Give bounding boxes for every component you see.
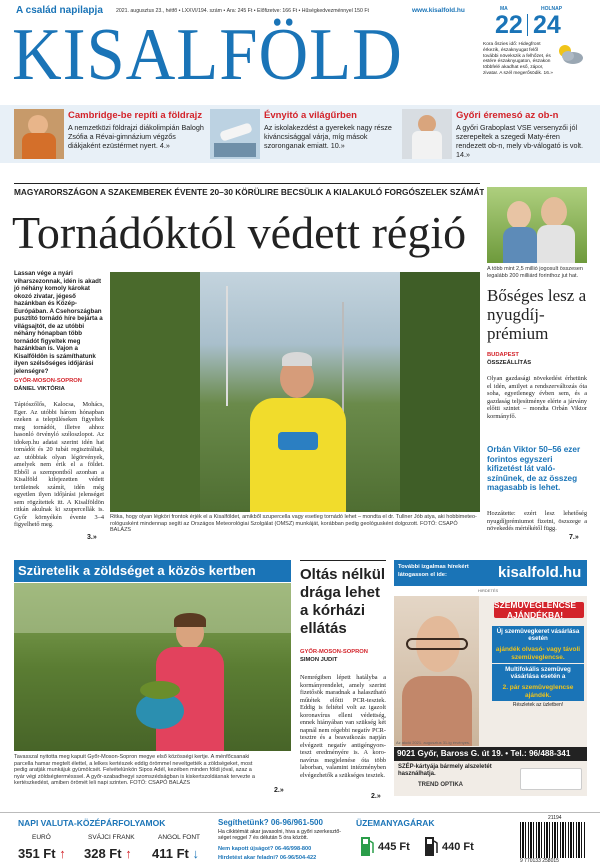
promo-site[interactable]: kisalfold.hu <box>498 564 582 581</box>
teaser-3-image <box>402 109 452 159</box>
fuel-price-2: 440 Ft <box>442 841 474 853</box>
day1-temp: 22 <box>495 11 523 39</box>
masthead: KISALFÖLD <box>12 14 403 96</box>
lead-body: Tápiószőlős, Kalocsa, Mohács, Eger. Az utóbbi három hónapban ezeken a településeken figyeltek meg tornádót, illetve ahhoz hasonló örvényló széloszlopot. Az idokep.hu adatai szerint idén hat tornádót és 20 tubát regisztráltak, az utóbbiak olyan légörvények, amelyek nem érik el a földet. Ebből a szempontból azonban a Kisalföld kifejezetten védett területnek számít, idén még egyetlen ilyen időjárási jelenséget sem rögzítettek itt. A Kisalföldön ritkán akulnak ki szupercellák is. Győr környékén évente 3–4 figyelhető meg. <box>14 401 104 528</box>
weather-text: Kora őszies idő: Hidegfront érkezik, északnyugat felől további növekszik a felhőzet, és estére északnyugaton, északon többfelé akadhat eső, zápor, zivatar. A szél megerősödik. 16.» <box>483 42 553 76</box>
teaser-2-title[interactable]: Évnyitó a világűrben <box>264 110 357 121</box>
sun-cloud-icon <box>555 42 585 66</box>
pension-headline: Bőséges lesz a nyugdíjprémium <box>487 286 587 343</box>
day2-temp: 24 <box>533 11 561 39</box>
fx-1-price: 351 Ft ↑ <box>18 846 66 861</box>
harvest-headline: Szüretelik a zöldséget a közös kertben <box>18 563 256 578</box>
teaser-3-title[interactable]: Győri éremesó az ob-n <box>456 110 559 121</box>
issue-line: 2021. augusztus 23., hétfő • LXXVI/194. szám • Ára: 245 Ft • Előfizetve: 166 Ft • Hűségkedvezménnyel 150 Ft <box>116 8 369 14</box>
harvest-caption: Tavasszal nyitotta meg kapuit Győr-Moson-Sopron megye első közösségi kertje. A ménfőcsanaki parcella hamar megtelt élettel, a lelkes kertészek eddig örömmel neveltgették a zöldségeket, most pedig aratják munkájuk gyümölcsét. Felvételünkön Sipos Adél, kezében minden földi jóval, azaz a nyár végi zöldségtermésssel. A győr-szabadhegyi szomszédságban is kiskertszoldásnak tervezte a kertészkedést, amiben örömét leli napi szinten. FOTÓ: CSAPÓ BALÁZS <box>14 754 255 787</box>
fuel-title: ÜZEMANYAGÁRAK <box>356 818 435 828</box>
lead-kicker: MAGYARORSZÁGON A SZAKEMBEREK ÉVENTE 20–30 KÖRÜLIRE BECSÜLIK A KIALAKULÓ FORGÓSZELEK SZÁMÁT <box>14 187 484 197</box>
lead-headline: Tornádóktól védett régió <box>12 207 467 258</box>
fx-2-price: 328 Ft ↑ <box>84 846 132 861</box>
help-l2: Nem kapott újságot? 06-46/998-800 <box>218 846 312 852</box>
help-l3: Hirdetést akar feladni? 06-96/504-422 <box>218 855 317 861</box>
fx-3-name: ANGOL FONT <box>158 834 201 841</box>
help-title: Segíthetünk? 06-96/961-500 <box>218 818 323 827</box>
lead-author: DÁNIEL VIKTÓRIA <box>14 386 65 392</box>
pension-photo-caption: A több mint 2,5 millió jogosult összesen legalább 200 milliárd forinthoz jut hat. <box>487 266 583 279</box>
day2-label: HOLNAP <box>541 6 563 12</box>
teaser-1-title[interactable]: Cambridge-be repíti a földrajz <box>68 110 203 121</box>
barcode-digits: 9 770133 258015 <box>520 858 559 864</box>
vaccine-location: GYŐR-MOSON-SOPRON <box>300 649 368 655</box>
teaser-3-text: A győri Graboplast VSE versenyzői jól szerepeltek a szegedi Maty-éren rendezett ob-n, mely vb-válogató is volt. 14.» <box>456 123 584 159</box>
barcode <box>520 822 586 858</box>
harvest-cont[interactable]: 2.» <box>274 787 284 794</box>
teaser-1-text: A nemzetközi földrajzi diákolimpián Balogh Zsófia a Révai-gimnázium végzős diákjaként ezüstérmet nyert. 4.» <box>68 123 204 150</box>
help-l1: Ha cikktémát akar javasolni, hiva a győri szerkesztőséget reggel 7 és délután 5 óra között. <box>218 829 342 842</box>
teaser-2-text: Az iskolakezdést a gyerekek nagy része kiváncsisággal várja, míg mások szoronganak emiatt. 10.» <box>264 123 392 150</box>
vaccine-cont[interactable]: 2.» <box>371 793 381 800</box>
teaser-1-image <box>14 109 64 159</box>
ad-l2: ajándék olvasó- vagy távoli szemüveglencse. <box>492 644 584 663</box>
weather-box <box>483 6 587 121</box>
pension-body-2: Hozzátette: ezért lesz lehetőség nyugdíjprémiumot fizetni, öszszege a növekedés mértékétől függ. <box>487 510 587 532</box>
lead-cont[interactable]: 3.» <box>87 534 97 541</box>
site-link[interactable]: www.kisalfold.hu <box>412 7 465 14</box>
ad-l1: Új szemüvegkeret vásárlása esetén <box>492 626 584 644</box>
ad-title: SZEMÜVEGLENCSE AJÁNDÉKBA! <box>493 600 577 620</box>
fx-title: NAPI VALUTA-KÖZÉPÁRFOLYAMOK <box>18 818 166 828</box>
fx-1-arrow: ↑ <box>59 846 66 861</box>
teaser-2-image <box>210 109 260 159</box>
ad-address: 9021 Győr, Baross G. út 19. • Tel.: 96/488-341 <box>397 749 571 758</box>
harvest-photo <box>14 583 291 751</box>
tagline: A család napilapja <box>16 5 103 16</box>
vaccine-headline: Oltás nélkül drága lehet a kórházi ellátás <box>300 566 386 637</box>
vaccine-body: Nemrégiben lépett hatályba a kormányrendelet, amely szerint fizetősök maradnak a halasztható műtétek előtti PCR-tesztek. Eddig is feltétel volt az igazolt koronavírus elleni védettség, ennek hiányában van szükség két napnál nem régebbi negatív PCRtesztre és a beavatkozás napján elvégzett negatív antigéngyorsteszt eredményére is. A koronavírus megjelenése óta több laborban, valamint intézményben elvégezhetők a szükséges tesztek. <box>300 674 386 779</box>
lead-location: GYŐR-MOSON-SOPRON <box>14 378 82 384</box>
ad-l4: 2. pár szemüveglencse ajándék. <box>492 682 584 701</box>
pension-body: Olyan gazdasági növekedést érhetünk el idén, amilyet a rendszerváltozás óta soha, egyetlenegy évben sem, és a gazdaság teljesítménye elérte a járvány előtti szintet – mondta Orbán Viktor kormányfő. <box>487 375 587 420</box>
ad-l3: Multifokális szemüveg vásárlása esetén a <box>492 664 584 682</box>
fuel-pump-icon-1 <box>360 833 374 857</box>
ad-brand: TREND OPTIKA <box>418 782 463 788</box>
fx-1-name: EURÓ <box>32 834 51 841</box>
fx-2-name: SVÁJCI FRANK <box>88 834 135 841</box>
lead-intro: Lassan vége a nyári viharszezonnak, idén is akadt jó néhány komoly károkat okozó zivatar, jégeső hazánkban és Közép-Európában. A Csehországban pusztító tornádó híre bejárta a világsajtót, de az utóbbi néhány hónapban több tornádót figyeltek meg hazánkban is. Vajon a Kisalföldön is számíthatunk ilyen szélsőséges időjárási jelenségre? <box>14 270 103 375</box>
fuel-price-1: 445 Ft <box>378 841 410 853</box>
barcode-num: 21194 <box>548 815 562 821</box>
lead-photo-caption: Ritka, hogy olyan légköri frontok érjék el a Kisalföldet, amikből szupercella vagy esetleg tornádó lehet – mondta el dr. Tullner Jób atya, aki hobbimeteorológusként mindennap segíti az Országos Meteorológiai Szolgálat (OMSZ) munkáját, korábban pedig geológusként dolgozott. FOTÓ: CSAPÓ BALÁZS <box>110 514 477 534</box>
promo-text: További izgalmas hírekért látogasson el ide: <box>398 564 469 578</box>
fx-2-arrow: ↑ <box>125 846 132 861</box>
vaccine-author: SIMON JUDIT <box>300 657 338 663</box>
ad-label: HIRDETÉS <box>478 588 499 593</box>
fx-3-price: 411 Ft ↓ <box>152 846 199 861</box>
fx-3-arrow: ↓ <box>192 846 199 861</box>
pension-location: BUDAPEST <box>487 352 519 358</box>
ad-card: SZÉP-kártyája bármely alszeletét használhatja. <box>398 764 492 778</box>
ad-visa-mark <box>520 768 582 790</box>
pension-author: ÖSSZEÁLLÍTÁS <box>487 360 532 366</box>
lead-photo <box>110 272 480 512</box>
pension-subhead: Orbán Viktor 50–56 ezer forintos egyszeri kifizetést lát valószínűnek, de az összeg magasabb is lehet. <box>487 445 581 493</box>
day1-label: MA <box>500 6 508 12</box>
ad-l5: Részletek az üzletben! <box>512 702 564 708</box>
fuel-pump-icon-2 <box>424 833 438 857</box>
pension-photo <box>487 187 587 263</box>
pension-cont[interactable]: 7.» <box>569 534 579 541</box>
ad-small: Az akció 2021. augusztus 31-ig érvényes. <box>396 740 471 745</box>
